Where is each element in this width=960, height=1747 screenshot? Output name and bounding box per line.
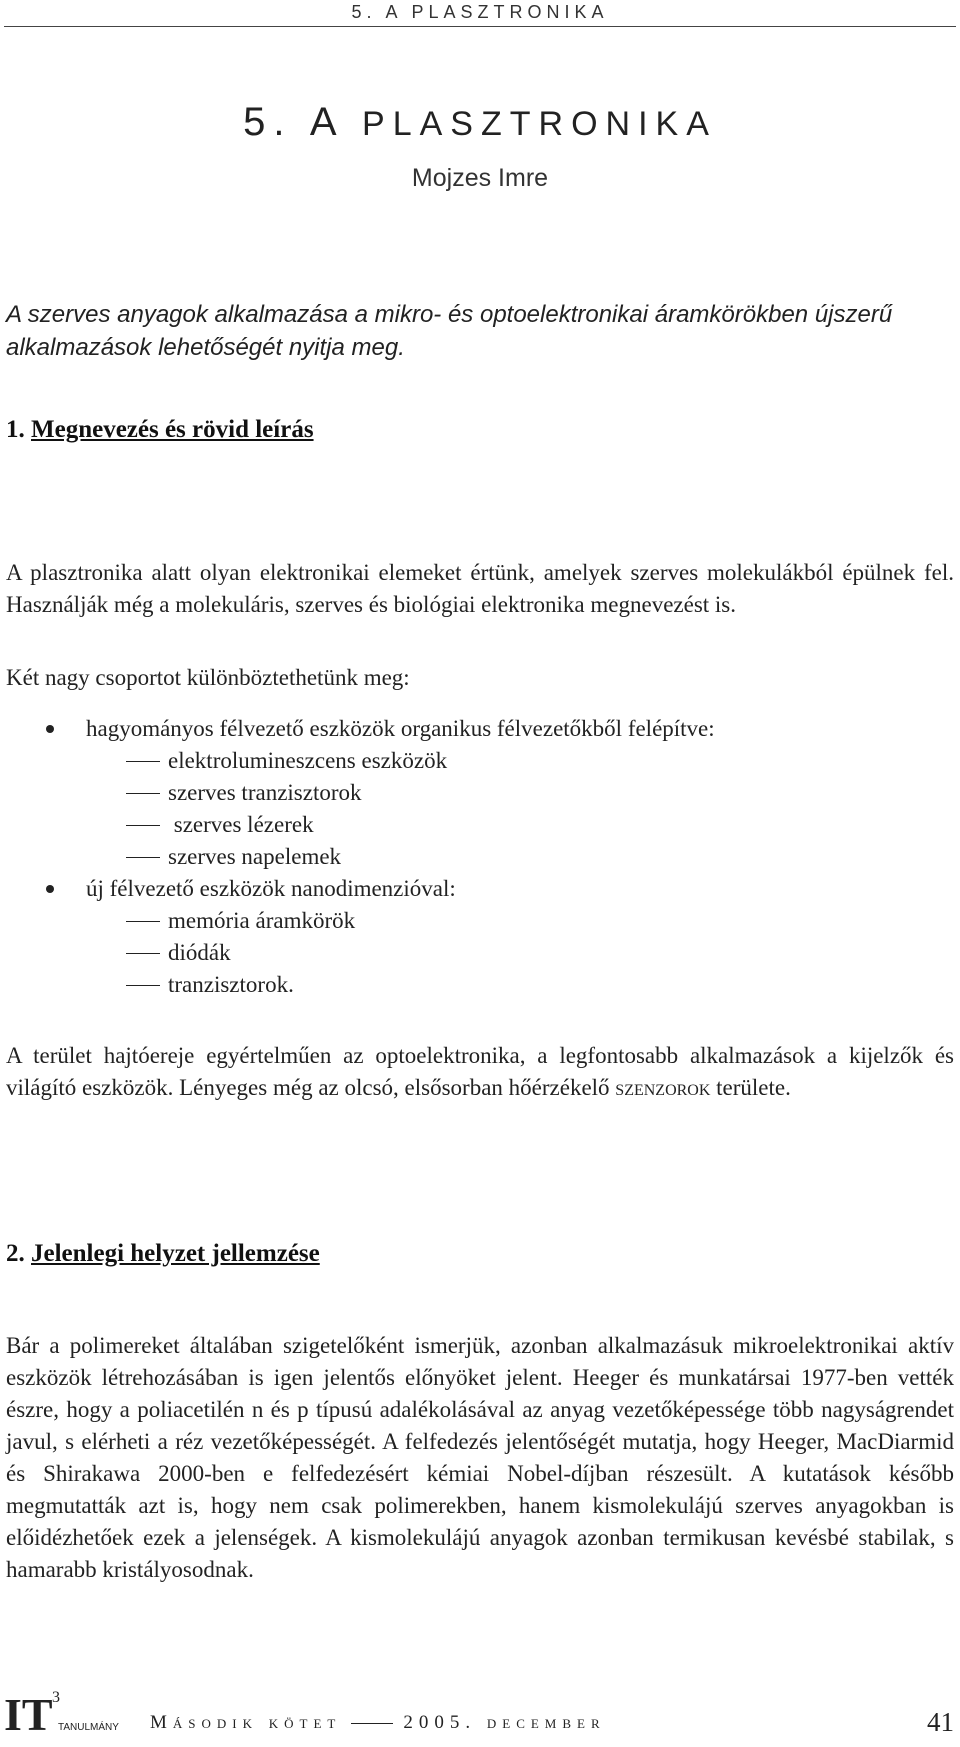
- dash-icon: [126, 825, 160, 826]
- author: Mojzes Imre: [411, 164, 549, 192]
- sub-list-item-label: tranzisztorok.: [168, 972, 294, 997]
- sub-list-item-label: elektrolumineszcens eszközök: [168, 748, 448, 773]
- paragraph-tail: területe.: [710, 1075, 791, 1100]
- section-1-paragraph-1: A plasztronika alatt olyan elektronikai elemeket értünk, amelyek szerves molekulákból épülnek fel. Használják még a molekuláris, szerves és biológiai elektronika megnevezést is.: [6, 560, 954, 617]
- chapter-number: 5.: [243, 100, 293, 144]
- sub-list-item-label: memória áramkörök: [168, 908, 356, 933]
- dash-icon: [126, 985, 160, 986]
- bullet-icon: [46, 725, 54, 733]
- section-2-title: Jelenlegi helyzet jellemzése: [31, 1240, 320, 1267]
- running-header: 5. A PLASZTRONIKA: [351, 2, 609, 22]
- list-item-label: új félvezető eszközök nanodimenzióval:: [86, 876, 456, 901]
- section-1-heading: [6, 416, 314, 444]
- logo-subtitle: TANULMÁNY: [58, 1722, 119, 1733]
- footer-text: [150, 1712, 606, 1734]
- footer-volume: Második kötet: [150, 1712, 342, 1733]
- section-1-number: 1.: [6, 416, 25, 443]
- sub-list-item-label: szerves napelemek: [168, 844, 342, 869]
- chapter-title: [0, 100, 960, 145]
- logo-superscript: 3: [52, 1689, 60, 1706]
- dash-icon: [126, 793, 160, 794]
- section-2-number: 2.: [6, 1240, 25, 1267]
- lead-paragraph: A szerves anyagok alkalmazása a mikro- és optoelektronikai áramkörökben újszerű alkalmazások lehetőségét nyitja meg.: [6, 301, 893, 361]
- dash-icon: [126, 761, 160, 762]
- dash-icon: [126, 857, 160, 858]
- footer-date: 2005. december: [403, 1712, 606, 1733]
- section-1-title: Megnevezés és rövid leírás: [31, 416, 314, 443]
- page-number: 41: [927, 1707, 954, 1737]
- paragraph-text: A terület hajtóereje egyértelműen az optoelektronika, a legfontosabb alkalmazások a kijelzők és világító eszközök. Lényeges még az olcsó, elsősorban hőérzékelő: [6, 1043, 954, 1100]
- bullet-icon: [46, 885, 54, 893]
- list-item-label: hagyományos félvezető eszközök organikus félvezetőkből felépítve:: [86, 716, 715, 741]
- header-rule: [4, 26, 956, 27]
- dash-icon: [126, 921, 160, 922]
- small-caps-term: szenzorok: [615, 1075, 711, 1100]
- section-2-heading: [6, 1240, 320, 1268]
- section-2-paragraph-1: Bár a polimereket általában szigetelőként ismerjük, azonban alkalmazásuk mikroelektronikai aktív eszközök létrehozásában is igen jelentős előnyöket jelent. Heeger és munkatársai 1977-ben vették észre, hogy a poliacetilén n és p típusú adalékolásával az anyag vezetőképessége több nagyságrendet javul, s elérheti a réz vezetőképességét. A felfedezés jelentőségét mutatja, hogy Heeger, MacDiarmid és Shirakawa 2000-ben e felfedezésért kémiai Nobel-díjban részesült. A kutatások később megmutatták azt is, hogy nem csak polimerekben, hanem kismolekulájú szerves anyagokban is előidézhetőek ezek a jelenségek. A kismolekulájú anyagok azonban termikusan kevésbé stabilak, s hamarabb kristályosodnak.: [6, 1333, 954, 1582]
- sub-list-item-label: szerves tranzisztorok: [168, 780, 362, 805]
- chapter-title-initial: A: [309, 100, 345, 144]
- sub-list-item-label: szerves lézerek: [168, 812, 314, 837]
- chapter-title-rest: PLASZTRONIKA: [362, 105, 717, 143]
- dash-icon: [126, 953, 160, 954]
- logo-main-text: IT: [4, 1689, 53, 1740]
- sub-list-item-label: diódák: [168, 940, 231, 965]
- section-1-paragraph-3: [6, 1040, 954, 1104]
- tanulmany-logo: [0, 1686, 150, 1742]
- section-1-paragraph-2: Két nagy csoportot különböztethetünk meg:: [6, 665, 410, 690]
- footer-dash: [351, 1723, 393, 1724]
